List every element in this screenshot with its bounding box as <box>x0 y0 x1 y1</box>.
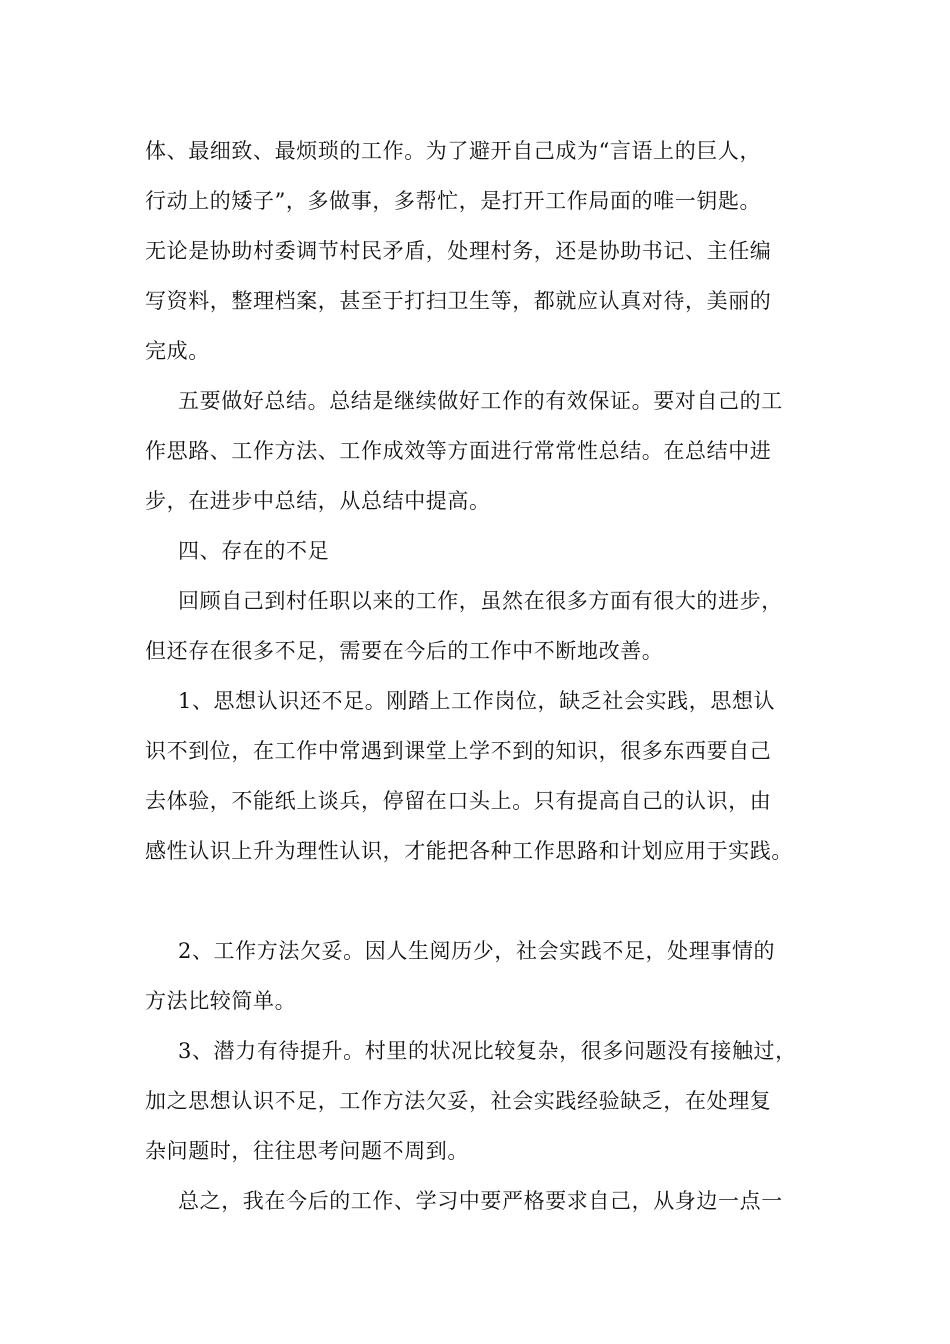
paragraph-line: 感性认识上升为理性认识，才能把各种工作思路和计划应用于实践。 <box>145 839 793 863</box>
paragraph-line: 无论是协助村委调节村民矛盾，处理村务，还是协助书记、主任编 <box>145 239 772 263</box>
paragraph-line: 加之思想认识不足，工作方法欠妥，社会实践经验缺乏，在处理复 <box>145 1089 772 1113</box>
paragraph-line: 但还存在很多不足，需要在今后的工作中不断地改善。 <box>145 639 664 663</box>
paragraph-line: 写资料，整理档案，甚至于打扫卫生等，都就应认真对待，美丽的 <box>145 289 772 313</box>
paragraph-line: 作思路、工作方法、工作成效等方面进行常常性总结。在总结中进 <box>145 439 772 463</box>
paragraph-line: 2、工作方法欠妥。因人生阅历少，社会实践不足，处理事情的 <box>178 939 776 963</box>
paragraph-line: 杂问题时，往往思考问题不周到。 <box>145 1139 469 1163</box>
paragraph-line: 行动上的矮子”，多做事，多帮忙，是打开工作局面的唯一钥匙。 <box>145 189 762 213</box>
paragraph-line: 去体验，不能纸上谈兵，停留在口头上。只有提高自己的认识，由 <box>145 789 772 813</box>
paragraph-line: 总之，我在今后的工作、学习中要严格要求自己，从身边一点一 <box>178 1189 783 1213</box>
paragraph-line: 1、思想认识还不足。刚踏上工作岗位，缺乏社会实践，思想认 <box>178 689 776 713</box>
paragraph-line: 回顾自己到村任职以来的工作，虽然在很多方面有很大的进步， <box>178 589 783 613</box>
paragraph-line: 完成。 <box>145 339 210 363</box>
paragraph-line: 体、最细致、最烦琐的工作。为了避开自己成为“言语上的巨人， <box>145 139 762 163</box>
paragraph-line: 五要做好总结。总结是继续做好工作的有效保证。要对自己的工 <box>178 389 783 413</box>
paragraph-line: 识不到位，在工作中常遇到课堂上学不到的知识，很多东西要自己 <box>145 739 772 763</box>
paragraph-line: 3、潜力有待提升。村里的状况比较复杂，很多问题没有接触过， <box>178 1039 797 1063</box>
paragraph-line: 步，在进步中总结，从总结中提高。 <box>145 489 491 513</box>
paragraph-line: 方法比较简单。 <box>145 989 297 1013</box>
section-heading: 四、存在的不足 <box>178 539 330 563</box>
